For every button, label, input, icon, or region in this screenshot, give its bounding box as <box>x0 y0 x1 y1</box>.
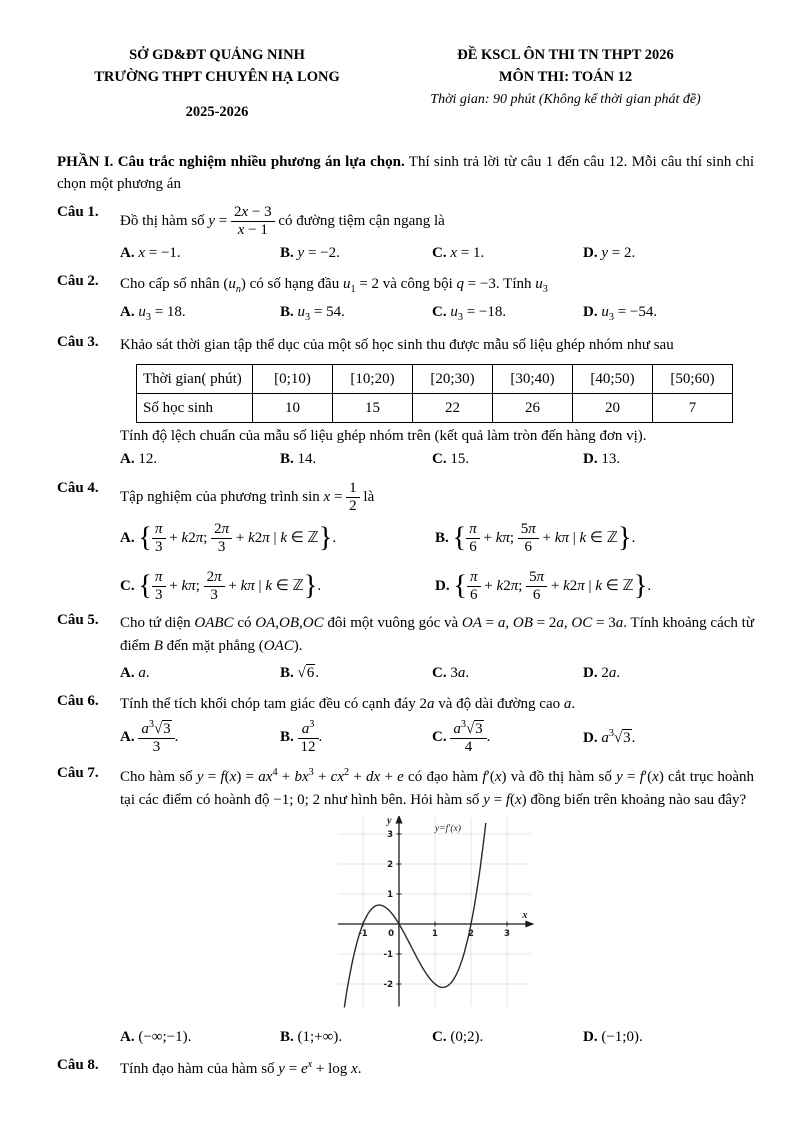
stats-table <box>136 364 733 423</box>
question-body: Tính đạo hàm của hàm số $y = e^x + \log x$. <box>120 1059 362 1078</box>
option-c: C. $\frac{a^3√3}{4}$ . <box>432 719 491 756</box>
options-row <box>120 448 754 471</box>
data-cell: [40;50) <box>573 365 653 394</box>
department-name: SỞ GD&ĐT QUẢNG NINH <box>129 47 305 63</box>
question-body: Tính thể tích khối chóp tam giác đều có cạnh đáy 2a và độ dài đường cao a. <box>120 695 576 712</box>
question-1 <box>57 204 754 266</box>
question-body: Đồ thị hàm số y = $\frac{2x - 3}{x - 1}$ có đường tiệm cận ngang là <box>120 203 445 238</box>
table-row <box>137 394 733 423</box>
option-a: A. 12. <box>120 451 158 468</box>
school-year: 2025-2026 <box>185 103 249 120</box>
options-row <box>120 662 754 685</box>
option-a: A. x = −1. <box>120 245 181 262</box>
options-row <box>120 301 754 326</box>
fprime-curve <box>344 823 486 1008</box>
question-number: Câu 7. <box>57 764 99 781</box>
option-c: C. x = 1. <box>432 245 485 262</box>
options-row <box>120 1026 754 1049</box>
data-cell: [10;20) <box>333 365 413 394</box>
option-b: B. $u_3 = 54$. <box>280 304 345 324</box>
x-tick-label: 0 <box>388 929 394 939</box>
question-5 <box>57 612 754 685</box>
curve-label: y=f′(x) <box>435 824 461 834</box>
school-name: TRƯỜNG THPT CHUYÊN HẠ LONG <box>94 68 340 85</box>
question-3-followup: Tính độ lệch chuẩn của mẫu số liệu ghép nhóm trên (kết quả làm tròn đến hàng đơn vị). <box>120 428 647 445</box>
options-row <box>120 719 754 757</box>
part1-title: PHẦN I. Câu trắc nghiệm nhiều phương án lựa chọn. <box>57 154 405 171</box>
option-a: A. $\frac{a^3√3}{3}$ . <box>120 719 179 756</box>
data-cell: 15 <box>333 394 413 423</box>
option-b: B. √6. <box>280 664 319 681</box>
x-tick-label: 2 <box>468 929 474 939</box>
option-b: B. { $\frac{\pi}{6}$ + kπ; $\frac{5\pi}{6}$ + kπ | k ∈ ℤ}. <box>435 521 636 556</box>
option-a: A. $u_3 = 18$. <box>120 304 186 324</box>
data-cell: [50;60) <box>653 365 733 394</box>
subject-line: MÔN THI: TOÁN 12 <box>498 68 633 85</box>
y-tick-label: -1 <box>383 950 393 960</box>
data-cell: 22 <box>413 394 493 423</box>
question-body: Tập nghiệm của phương trình sin x = $\frac{1}{2}$ là <box>120 479 375 514</box>
option-d: D. y = 2. <box>583 245 636 262</box>
options-row <box>120 242 754 265</box>
option-c: C. (0;2). <box>432 1029 484 1045</box>
x-tick-label: 3 <box>504 929 510 939</box>
question-body: Cho cấp số nhân $(u_n)$ có số hạng đầu $u_1 = 2$ và công bội q = −3. Tính $u_3$ <box>120 276 548 296</box>
row-header-cell: Số học sinh <box>137 394 253 423</box>
header-left <box>57 45 377 123</box>
part1-instructions: Thí sinh trả lời từ câu 1 đến câu 12. Mỗi câu thí sinh chỉ chọn một phương án <box>57 154 754 193</box>
option-c: C. $u_3 = -18$. <box>432 304 507 324</box>
question-number: Câu 6. <box>57 692 99 709</box>
option-d: D. 13. <box>583 451 621 468</box>
x-tick-label: -1 <box>358 929 368 939</box>
question-number: Câu 4. <box>57 479 99 496</box>
question-body: Cho tứ diện OABC có OA,OB,OC đôi một vuông góc và OA = a, OB = 2a, OC = 3a. Tính khoảng cách từ điểm B đến mặt phẳng (OAC). <box>120 615 754 655</box>
question-7 <box>57 765 754 1050</box>
option-d: D. 2a. <box>583 664 621 681</box>
question-body: Khảo sát thời gian tập thể dục của một số học sinh thu được mẫu số liệu ghép nhóm như sau <box>120 337 674 353</box>
row-header-cell: Thời gian( phút) <box>137 365 253 394</box>
option-b: B. (1;+∞). <box>280 1029 343 1045</box>
data-cell: 7 <box>653 394 733 423</box>
option-d: D. { $\frac{\pi}{6}$ + k2π; $\frac{5\pi}{6}$ + k2π | k ∈ ℤ}. <box>435 568 652 603</box>
question-number: Câu 8. <box>57 1057 99 1074</box>
option-d: D. $u_3 = -54$. <box>583 304 658 324</box>
x-axis-arrow <box>525 921 534 928</box>
question-4 <box>57 480 754 605</box>
question-number: Câu 1. <box>57 203 99 220</box>
y-tick-label: 2 <box>387 860 393 870</box>
data-cell: [30;40) <box>493 365 573 394</box>
question-3 <box>57 334 754 472</box>
exam-title: ĐỀ KSCL ÔN THI TN THPT 2026 <box>457 47 674 63</box>
question-number: Câu 2. <box>57 273 99 290</box>
option-c: C. 3a. <box>432 664 470 681</box>
y-tick-label: 1 <box>387 890 393 900</box>
question-6 <box>57 693 754 757</box>
duration-line: Thời gian: 90 phút (Không kể thời gian phát đề) <box>430 91 701 107</box>
question-2 <box>57 273 754 326</box>
x-tick-label: 1 <box>432 929 438 939</box>
fprime-graph <box>337 816 537 1016</box>
data-cell: 26 <box>493 394 573 423</box>
options-grid <box>120 521 754 604</box>
option-a: A. a. <box>120 664 150 681</box>
question-body: Cho hàm số $y = f(x) = ax^4 + bx^3 + cx^2$ + dx + e có đạo hàm f′(x) và đồ thị hàm số y = f′(x) cắt trục hoành tại các điểm có hoành độ −1; 0; 2 như hình bên. Hỏi hàm số y = f(x) đồng biến trên khoảng nào sau đây? <box>120 766 754 808</box>
y-axis-label: y <box>387 816 392 827</box>
data-cell: 10 <box>253 394 333 423</box>
table-row <box>137 365 733 394</box>
x-axis-label: x <box>522 910 528 921</box>
header-right <box>377 45 754 123</box>
part1-heading <box>57 151 754 195</box>
question-8 <box>57 1057 754 1081</box>
option-b: B. y = −2. <box>280 245 340 262</box>
y-tick-label: -2 <box>383 980 393 990</box>
y-tick-label: 3 <box>387 830 393 840</box>
option-b: B. $\frac{a^3}{12}$ . <box>280 719 323 756</box>
data-cell: [0;10) <box>253 365 333 394</box>
y-axis-arrow <box>396 816 403 824</box>
option-d: D. (−1;0). <box>583 1029 643 1045</box>
data-cell: [20;30) <box>413 365 493 394</box>
option-c: C. { $\frac{\pi}{3}$ + kπ; $\frac{2\pi}{3}$ + kπ | k ∈ ℤ}. <box>120 568 322 603</box>
question-number: Câu 3. <box>57 334 99 350</box>
header <box>57 45 754 123</box>
option-a: A. { $\frac{\pi}{3}$ + k2π; $\frac{2\pi}{3}$ + k2π | k ∈ ℤ}. <box>120 521 337 556</box>
option-d: D. $a^3√3$. <box>583 727 636 746</box>
data-cell: 20 <box>573 394 653 423</box>
option-b: B. 14. <box>280 451 317 468</box>
option-a: A. (−∞;−1). <box>120 1029 192 1045</box>
question-number: Câu 5. <box>57 612 99 628</box>
option-c: C. 15. <box>432 451 470 468</box>
